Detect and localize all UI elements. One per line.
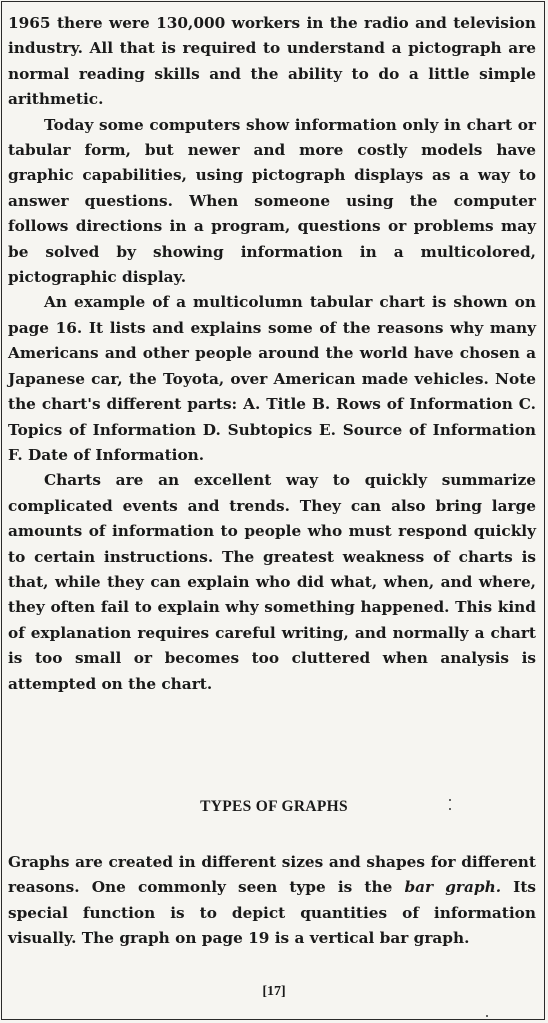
speck-mark [486,1015,488,1017]
bar-graph-term: bar graph. [404,878,502,897]
paragraph-1: 1965 there were 130,000 workers in the radio and television industry. All that is required to understand a pictograph are normal reading skills and the ability to do a little simple arithmetic. [8,14,536,109]
paragraph-5 [8,850,536,952]
speck-mark [449,799,451,801]
paragraph-5-start: Graphs are created in different sizes and shapes for different reasons. One commonly seen type is the [8,853,536,897]
speck-mark [449,808,451,810]
page-number: [17] [262,984,286,999]
paragraph-5-end: Its special function is to depict quantities of information visually. The graph on page 19 is a vertical bar graph. [8,878,536,948]
body-text-bottom [8,850,536,952]
section-heading: TYPES OF GRAPHS [200,798,348,815]
paragraph-4: Charts are an excellent way to quickly summarize complicated events and trends. They can also bring large amounts of information to people who must respond quickly to certain instructions. The greatest weakness of charts is that, while they can explain who did what, when, and where, they often fail to explain why something happened. This kind of explanation requires careful writing, and normally a chart is too small or becomes too cluttered when analysis is attempted on the chart. [8,471,536,693]
paragraph-3: An example of a multicolumn tabular chart is shown on page 16. It lists and explains some of the reasons why many Americans and other people around the world have chosen a Japanese car, the Toyota, over American made vehicles. Note the chart's different parts: A. Title B. Rows of Information C. Topics of Information D. Subtopics E. Source of Information F. Date of Information. [8,293,536,464]
body-text-top [8,11,536,697]
paragraph-2: Today some computers show information only in chart or tabular form, but newer and more costly models have graphic capabilities, using pictograph displays as a way to answer questions. When someone using the computer follows directions in a program, questions or problems may be solved by showing information in a multicolored, pictographic display. [8,115,536,287]
